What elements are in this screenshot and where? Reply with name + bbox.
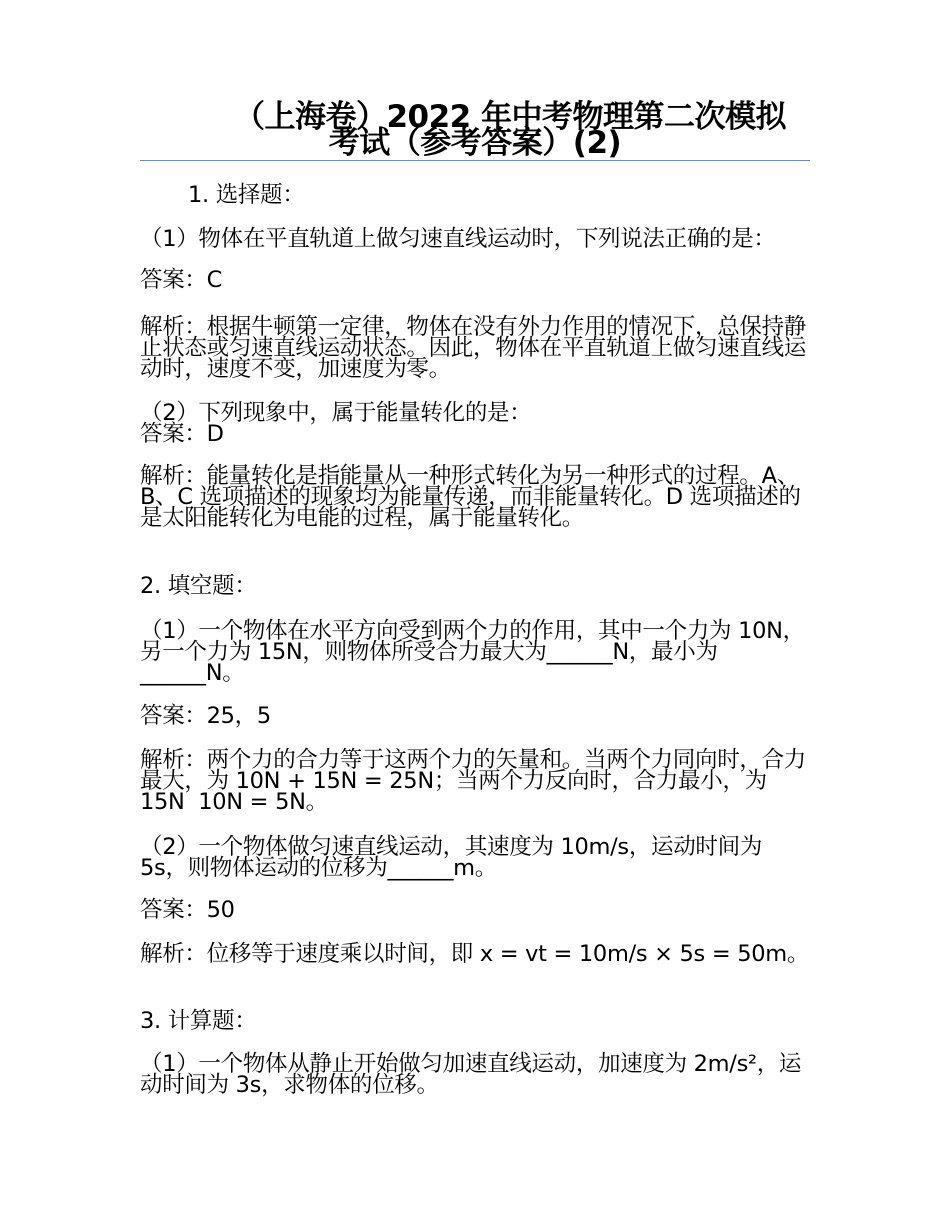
s2-q2-analysis: 解析：位移等于速度乘以时间，即 x = vt = 10m/s × 5s = 50m。: [140, 941, 810, 967]
title-line-1: （上海卷）2022 年中考物理第二次模拟: [233, 99, 787, 135]
s1-q1-question: （1）物体在平直轨道上做匀速直线运动时，下列说法正确的是：: [140, 226, 776, 252]
document-title: [140, 99, 810, 161]
title-line-2: 考试（参考答案）(2): [328, 125, 622, 161]
s2-q2-question: （2）一个物体做匀速直线运动，其速度为 10m/s，运动时间为 5s，则物体运动的位移为______m。: [140, 834, 769, 881]
section-2-heading: 2. 填空题：: [140, 573, 257, 599]
s1-q2-analysis: 解析：能量转化是指能量从一种形式转化为另一种形式的过程。A、B、C 选项描述的现象均为能量传递，而非能量转化。D 选项描述的是太阳能转化为电能的过程，属于能量转化。: [140, 463, 801, 531]
s1-q1-analysis: 解析：根据牛顿第一定律，物体在没有外力作用的情况下，总保持静止状态或匀速直线运动状态。因此，物体在平直轨道上做匀速直线运动时，速度不变，加速度为零。: [140, 314, 807, 382]
s2-q1-question: （1）一个物体在水平方向受到两个力的作用，其中一个力为 10N，另一个力为 15N，则物体所受合力最大为______N，最小为______N。: [140, 618, 805, 686]
section-3-heading: 3. 计算题：: [140, 1008, 257, 1034]
s2-q1-answer: 答案：25，5: [140, 703, 271, 729]
s2-q2-answer: 答案：50: [140, 897, 235, 923]
s1-q2-answer: 答案：D: [140, 421, 224, 447]
title-divider: [140, 160, 810, 161]
s2-q1-analysis: 解析：两个力的合力等于这两个力的矢量和。当两个力同向时，合力最大，为 10N + 15N = 25N；当两个力反向时，合力最小，为 15N 10N = 5N。: [140, 747, 807, 815]
s1-q1-answer: 答案：C: [140, 267, 223, 293]
s1-q2-question: （2）下列现象中，属于能量转化的是：: [140, 400, 532, 426]
s3-q1-question: （1）一个物体从静止开始做匀加速直线运动，加速度为 2m/s²，运动时间为 3s，求物体的位移。: [140, 1051, 802, 1098]
section-1-heading: 1. 选择题：: [188, 182, 305, 208]
